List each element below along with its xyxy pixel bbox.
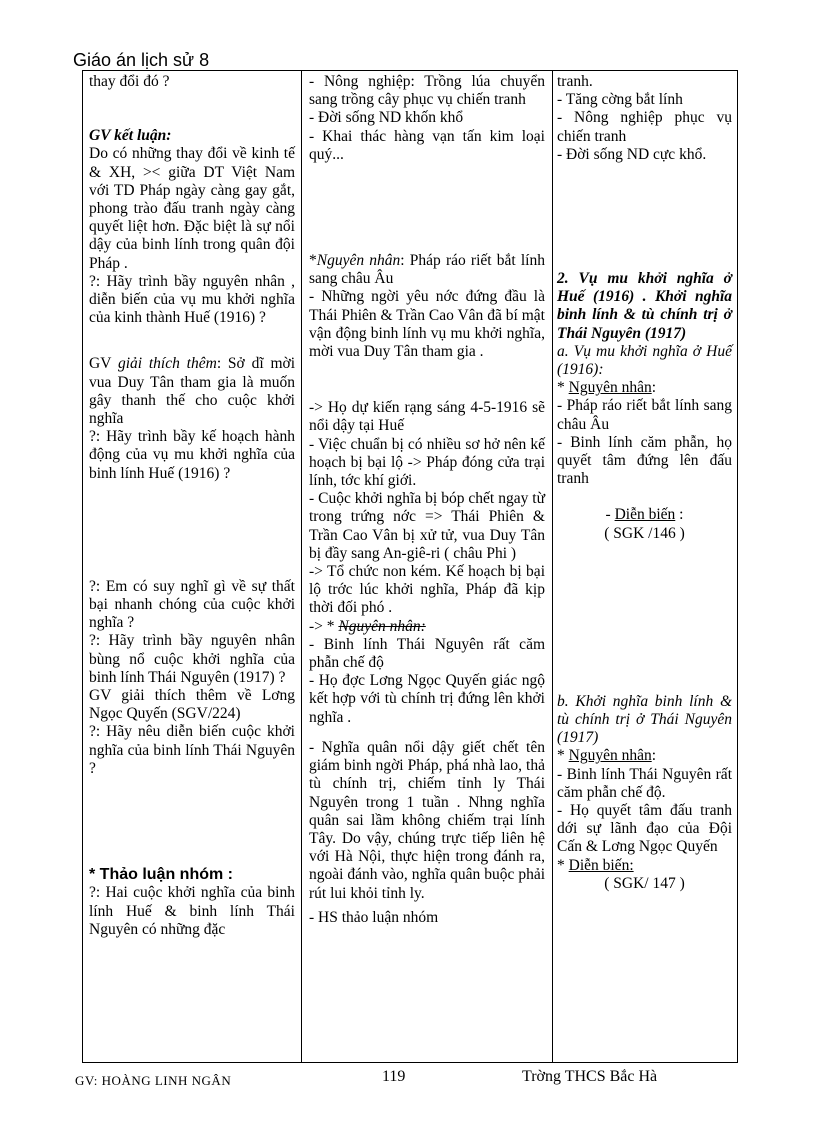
question: ?: Em có suy nghĩ gì về sự thất bại nhanh chóng của cuộc khởi nghĩa ? bbox=[89, 577, 295, 632]
text-line: * Diễn biến: bbox=[557, 856, 634, 874]
question: ?: Hãy trình bầy nguyên nhân , diễn biến của vụ mu khởi nghĩa của kinh thành Huế (1916) ? bbox=[89, 272, 295, 327]
paragraph: -> Họ dự kiến rạng sáng 4-5-1916 sẽ nổi dậy tại Huế bbox=[309, 399, 545, 435]
subsection-heading: a. Vụ mu khởi nghĩa ở Huế (1916): bbox=[557, 342, 732, 379]
paragraph: - Cuộc khởi nghĩa bị bóp chết ngay từ trong trứng nớc => Thái Phiên & Trần Cao Vân bị xử tử, vua Duy Tân bị đầy sang An-giê-ri ( châu Phi ) bbox=[309, 490, 545, 562]
spacer bbox=[557, 543, 732, 693]
paragraph: - Binh lính Thái Nguyên rất căm phẫn chế độ bbox=[309, 635, 545, 672]
text-line: - Đời sống ND khốn khổ bbox=[309, 109, 464, 127]
spacer bbox=[309, 361, 545, 399]
student-activity-column bbox=[309, 73, 545, 927]
spacer bbox=[309, 727, 545, 739]
text-line: - Nông nghiệp phục vụ chiến tranh bbox=[557, 109, 732, 145]
text-line: - Pháp ráo riết bắt lính sang châu Âu bbox=[557, 397, 732, 433]
text-line: ( SGK /146 ) bbox=[604, 524, 685, 542]
paragraph: - HS thảo luận nhóm bbox=[309, 908, 439, 926]
column-divider bbox=[301, 71, 302, 1062]
spacer bbox=[89, 778, 295, 866]
paragraph: -> * Nguyên nhân: bbox=[309, 617, 426, 635]
spacer bbox=[89, 91, 295, 127]
text-line: - Tăng cờng bắt lính bbox=[557, 91, 683, 109]
paragraph: - Những ngời yêu nớc đứng đầu là Thái Phiên & Trần Cao Vân đã bí mật vận động binh lính vụ mu khởi nghĩa, mời vua Duy Tân tham gia . bbox=[309, 288, 545, 361]
paragraph: - Họ đợc Lơng Ngọc Quyến giác ngộ kết hợp với tù chính trị đứng lên khởi nghĩa . bbox=[309, 672, 545, 726]
text-line: ( SGK/ 147 ) bbox=[604, 874, 685, 892]
footer-school: Trờng THCS Bắc Hà bbox=[522, 1068, 658, 1085]
subsection-heading: b. Khởi nghĩa binh lính & tù chính trị ở Thái Nguyên (1917) bbox=[557, 692, 732, 747]
text-line: - Khai thác hàng vạn tấn kim loại quý... bbox=[309, 127, 545, 163]
spacer bbox=[309, 164, 545, 252]
paragraph: -> Tổ chức non kém. Kế hoạch bị bại lộ trớc lúc khởi nghĩa, Pháp đã kịp thời đối phó . bbox=[309, 563, 545, 617]
spacer bbox=[89, 483, 295, 578]
text-line: - Đời sống ND cực khổ. bbox=[557, 145, 707, 163]
text-line: - Diễn biến : bbox=[605, 506, 684, 524]
spacer bbox=[557, 164, 732, 270]
text-line: - Họ quyết tâm đấu tranh dới sự lãnh đạo của Đội Cấn & Lơng Ngọc Quyến bbox=[557, 802, 732, 856]
text-line: - Nông nghiệp: Trồng lúa chuyển sang trồng cây phục vụ chiến tranh bbox=[309, 73, 545, 109]
footer-teacher: GV: HOÀNG LINH NGÂN bbox=[75, 1073, 232, 1088]
text-line: * Nguyên nhân: bbox=[557, 379, 657, 397]
spacer bbox=[557, 488, 732, 506]
gv-conclusion-heading: GV kết luận: bbox=[89, 127, 172, 145]
text-line: - Binh lính căm phẫn, họ quyết tâm đứng lên đấu tranh bbox=[557, 433, 732, 488]
lesson-table bbox=[82, 70, 738, 1063]
spacer bbox=[89, 327, 295, 355]
paragraph: GV giải thích thêm về Lơng Ngọc Quyến (SGV/224) bbox=[89, 687, 295, 723]
paragraph: *Nguyên nhân: Pháp ráo riết bắt lính sang châu Âu bbox=[309, 252, 545, 288]
question: ?: Hãy trình bầy kế hoạch hành động của vụ mu khởi nghĩa của binh lính Huế (1916) ? bbox=[89, 428, 295, 482]
paragraph: - Nghĩa quân nổi dậy giết chết tên giám binh ngời Pháp, phá nhà lao, thả tù chính trị, chiếm tỉnh ly Thái Nguyên trong 1 tuần . Nhng nghĩa quân sai lầm không chiếm trại lính Tây. Do vậy, chúng trực tiếp liên hệ với Hà Nội, thực hiện trong đánh ra, ngoài đánh vào, nghĩa quân buộc phải rút lui khỏi tỉnh ly. bbox=[309, 738, 545, 902]
lesson-content-column bbox=[557, 73, 732, 893]
section-heading: 2. Vụ mu khởi nghĩa ở Huế (1916) . Khởi nghĩa binh lính & tù chính trị ở Thái Nguyên (1917) bbox=[557, 270, 732, 342]
question: ?: Hai cuộc khởi nghĩa của binh lính Huế & binh lính Thái Nguyên có những đặc bbox=[89, 884, 295, 938]
page-header: Giáo án lịch sử 8 bbox=[73, 50, 210, 70]
page-number: 119 bbox=[382, 1068, 406, 1085]
teacher-activity-column bbox=[89, 73, 295, 939]
column-divider bbox=[552, 71, 553, 1062]
text-line: - Binh lính Thái Nguyên rất căm phẫn chế độ. bbox=[557, 765, 732, 801]
question: ?: Hãy nêu diễn biến cuộc khởi nghĩa của binh lính Thái Nguyên ? bbox=[89, 723, 295, 777]
paragraph: GV giải thích thêm: Sở dĩ mời vua Duy Tân tham gia là muốn gây thanh thế cho cuộc khởi nghĩa bbox=[89, 355, 295, 428]
group-discussion-heading: * Thảo luận nhóm : bbox=[89, 866, 233, 884]
text-line: thay đổi đó ? bbox=[89, 73, 170, 90]
text-line: * Nguyên nhân: bbox=[557, 747, 657, 765]
paragraph: - Việc chuẩn bị có nhiều sơ hở nên kế hoạch bị bại lộ -> Pháp đóng cửa trại lính, tớc khí giới. bbox=[309, 435, 545, 490]
paragraph: Do có những thay đổi về kinh tế & XH, >< giữa DT Việt Nam với TD Pháp ngày càng gay gắt, phong trào đấu tranh ngày càng quyết liệt hơn. Đặc biệt là sự nổi dậy của binh lính trong quân đội Pháp . bbox=[89, 145, 295, 272]
question: ?: Hãy trình bầy nguyên nhân bùng nổ cuộc khởi nghĩa của binh lính Thái Nguyên (1917) ? bbox=[89, 632, 295, 686]
text-line: tranh. bbox=[557, 73, 593, 90]
